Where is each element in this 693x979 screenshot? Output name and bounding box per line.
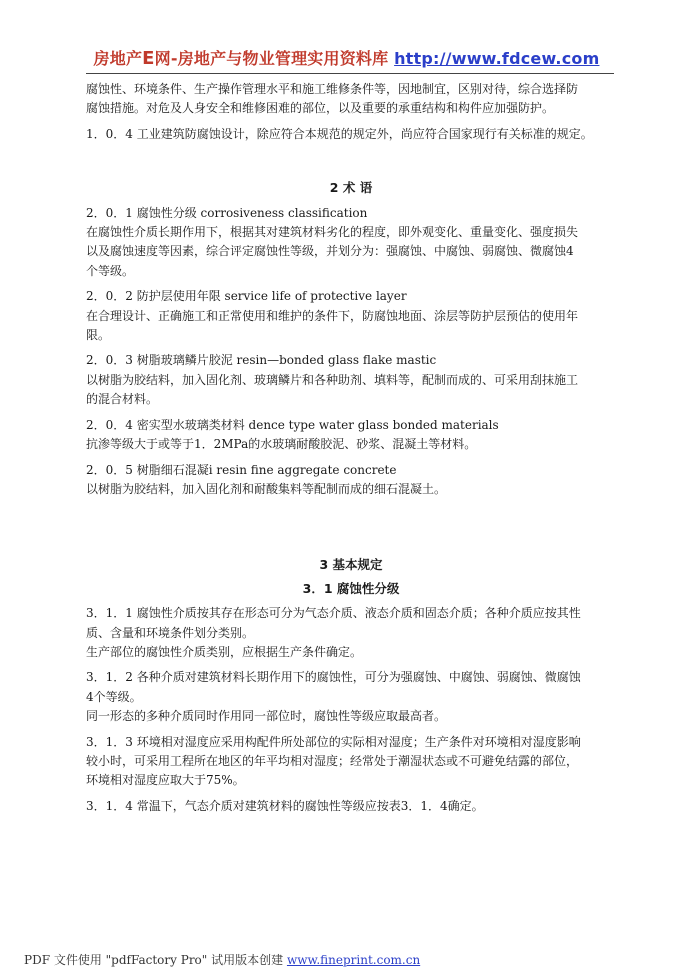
term-title: 2．0．1 腐蚀性分级 corrosiveness classification	[86, 205, 368, 220]
text-line: 的混合材料。	[86, 392, 159, 407]
term-2-0-3	[86, 351, 616, 409]
text-line: 腐蚀措施。对危及人身安全和维修困难的部位，以及重要的承重结构和构件应加强防护。	[86, 101, 555, 116]
text-line: 个等级。	[86, 263, 135, 278]
header-divider	[86, 73, 614, 74]
text-line: 3．1．3 环境相对湿度应采用构配件所处部位的实际相对湿度；生产条件对环境相对湿度影响	[86, 734, 581, 749]
clause-3-1-3	[86, 733, 616, 791]
text-line: 在腐蚀性介质长期作用下，根据其对建筑材料劣化的程度，即外观变化、重量变化、强度损失	[86, 225, 579, 240]
footer-link[interactable]: www.fineprint.com.cn	[286, 953, 421, 967]
clause-3-1-4	[86, 797, 616, 816]
text-line: 4个等级。	[86, 689, 142, 704]
pdf-footer	[24, 951, 664, 968]
clause-3-1-1	[86, 604, 616, 662]
site-url-link[interactable]: http://www.fdcew.com	[394, 49, 600, 68]
text-line: 生产部位的腐蚀性介质类别，应根据生产条件确定。	[86, 644, 363, 659]
document-body	[86, 80, 616, 822]
site-name: 房地产	[93, 49, 143, 68]
text-line: 以树脂为胶结料，加入固化剂、玻璃鳞片和各种助剂、填料等，配制而成的、可采用刮抹施工	[86, 372, 579, 387]
section-3-1-title: 3．1 腐蚀性分级	[302, 580, 400, 596]
text-line: 较小时，可采用工程所在地区的年平均相对湿度；经常处于潮湿状态或不可避免结露的部位，	[86, 753, 579, 768]
text-line: 3．1．2 各种介质对建筑材料长期作用下的腐蚀性，可分为强腐蚀、中腐蚀、弱腐蚀、微腐蚀	[86, 670, 581, 685]
text-line: 3．1．1 腐蚀性介质按其存在形态可分为气态介质、液态介质和固态介质；各种介质应按其性	[86, 606, 581, 621]
term-2-0-1	[86, 204, 616, 282]
site-subtitle: 网-房地产与物业管理实用资料库	[154, 49, 389, 68]
text-line: 环境相对湿度应取大于75%。	[86, 773, 245, 788]
site-name-e: E	[142, 48, 155, 69]
site-header	[0, 46, 693, 69]
text-line: 腐蚀性、环境条件、生产操作管理水平和施工维修条件等，因地制宜，区别对待，综合选择防	[86, 82, 579, 96]
text-line: 以树脂为胶结料，加入固化剂和耐酸集料等配制而成的细石混凝土。	[86, 481, 447, 496]
paragraph-intro	[86, 80, 616, 119]
term-title: 2．0．4 密实型水玻璃类材料 dence type water glass bonded materials	[86, 417, 499, 432]
text-line: 同一形态的多种介质同时作用同一部位时，腐蚀性等级应取最高者。	[86, 709, 447, 724]
term-2-0-2	[86, 287, 616, 345]
text-line: 1．0．4 工业建筑防腐蚀设计，除应符合本规范的规定外，尚应符合国家现行有关标准的规定。	[86, 126, 593, 141]
term-title: 2．0．5 树脂细石混凝i resin fine aggregate concrete	[86, 462, 397, 477]
text-line: 以及腐蚀速度等因素，综合评定腐蚀性等级，并划分为：强腐蚀、中腐蚀、弱腐蚀、微腐蚀4	[86, 244, 574, 259]
term-2-0-4	[86, 416, 616, 455]
chapter-2-title: 2 术 语	[329, 180, 373, 196]
text-line: 抗渗等级大于或等于1．2MPa的水玻璃耐酸胶泥、砂浆、混凝土等材料。	[86, 437, 477, 452]
clause-1-0-4	[86, 125, 616, 144]
text-line: 质、含量和环境条件划分类别。	[86, 625, 255, 640]
footer-text: PDF 文件使用 "pdfFactory Pro" 试用版本创建	[24, 953, 287, 967]
term-2-0-5	[86, 461, 616, 500]
text-line: 3．1．4 常温下，气态介质对建筑材料的腐蚀性等级应按表3．1．4确定。	[86, 798, 484, 813]
text-line: 限。	[86, 328, 111, 343]
text-line: 在合理设计、正确施工和正常使用和维护的条件下，防腐蚀地面、涂层等防护层预估的使用年	[86, 308, 579, 323]
term-title: 2．0．2 防护层使用年限 service life of protective layer	[86, 289, 407, 304]
term-title: 2．0．3 树脂玻璃鳞片胶泥 resin—bonded glass flake mastic	[86, 353, 437, 368]
clause-3-1-2	[86, 668, 616, 726]
chapter-3-title: 3 基本规定	[319, 557, 383, 573]
